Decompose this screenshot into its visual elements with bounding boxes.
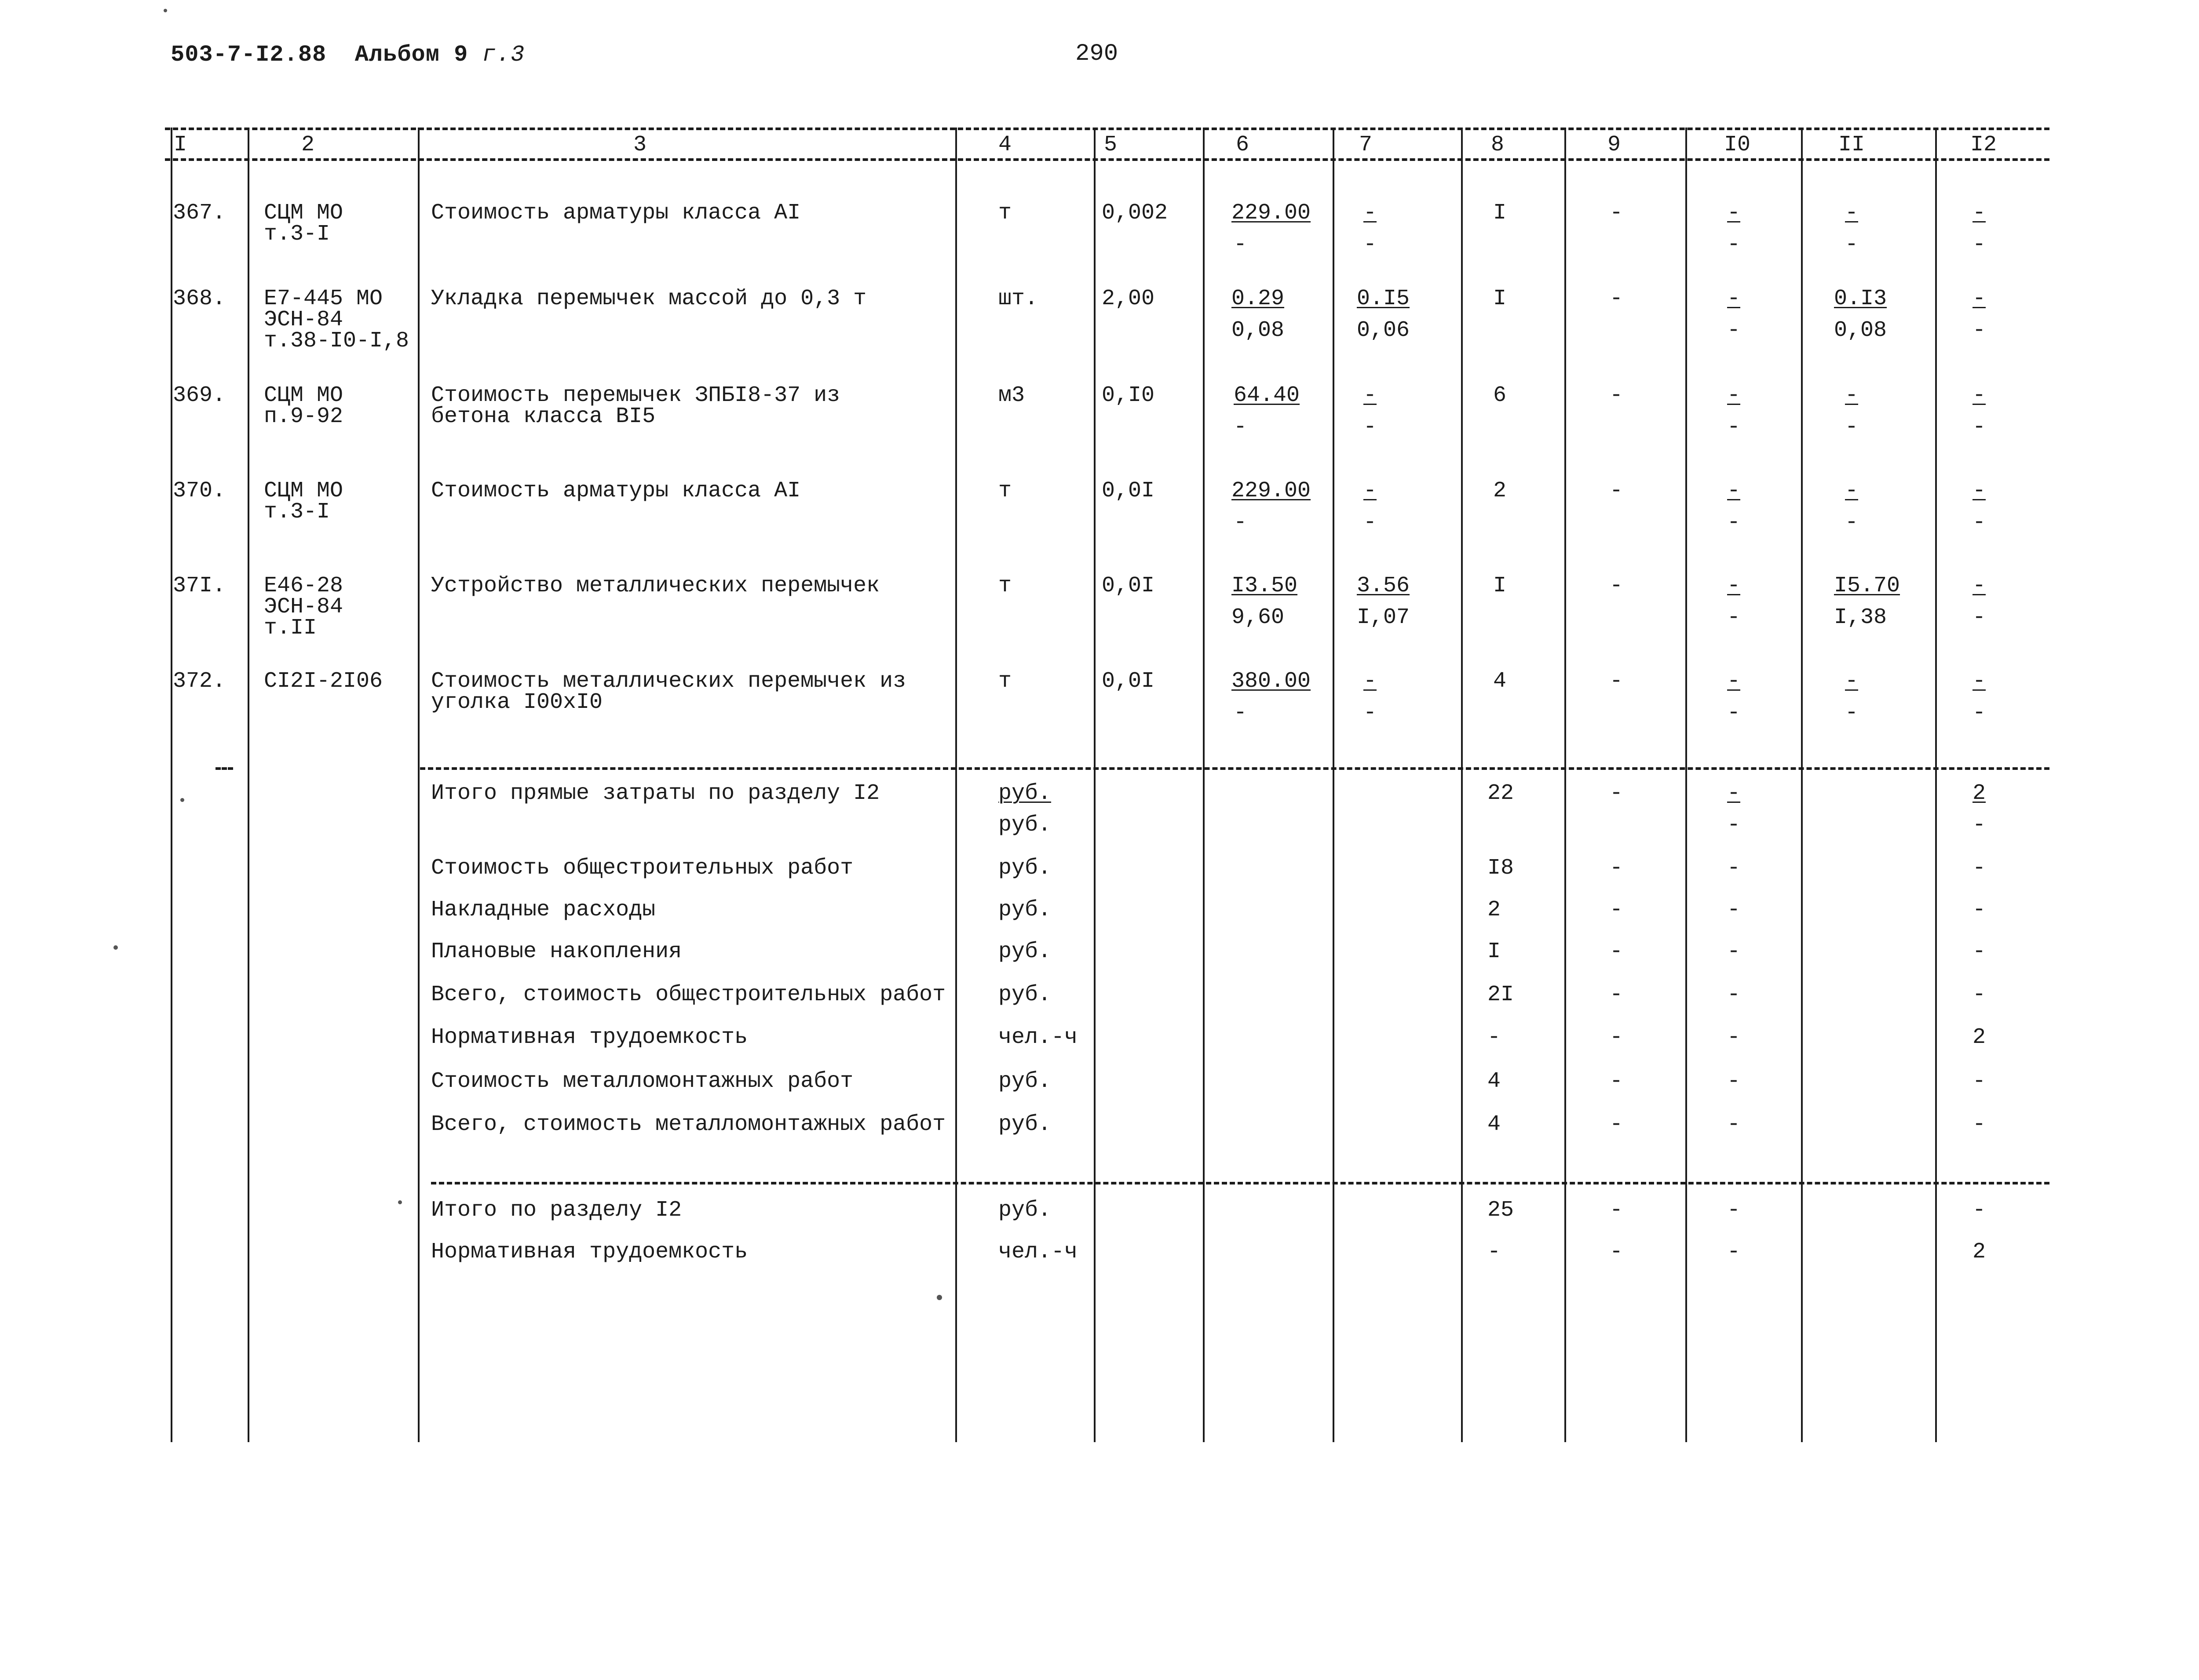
col-line-2 [248, 128, 249, 1442]
row-name: Стоимость перемычек ЗПБI8-37 из [431, 383, 840, 408]
summary-c10: - [1727, 1069, 1741, 1094]
column-header: 4 [998, 132, 1012, 157]
summary-c10: - [1727, 1112, 1741, 1137]
row-code: т.3-I [264, 222, 330, 247]
summary-c12: - [1972, 982, 1986, 1007]
row-number: 37I. [173, 573, 226, 598]
row-c11-top: - [1845, 669, 1859, 694]
column-header: 3 [633, 132, 647, 157]
row-number: 370. [173, 478, 226, 503]
totals-label: Нормативная трудоемкость [431, 1239, 748, 1265]
summary-c10: - [1727, 1025, 1741, 1050]
summary-c8: I [1487, 939, 1501, 964]
row-qty: 0,0I [1102, 669, 1155, 694]
row-c11-top: 0.I3 [1834, 286, 1887, 311]
row-c7-bottom: - [1363, 415, 1377, 440]
table-top-rule [165, 128, 2049, 130]
summary-label: Накладные расходы [431, 897, 656, 922]
row-c11-bottom: I,38 [1834, 605, 1887, 630]
summary-label: Стоимость общестроительных работ [431, 856, 854, 881]
row-c10-top: - [1727, 478, 1741, 503]
summary-c9: - [1609, 1025, 1623, 1050]
summary-c9: - [1609, 781, 1623, 806]
summary-c10: - [1727, 781, 1741, 806]
row-unit: т [998, 669, 1012, 694]
summary-c9: - [1609, 939, 1623, 964]
row-c8: 2 [1493, 478, 1507, 503]
summary-c12: - [1972, 1069, 1986, 1094]
col-line-12 [1935, 128, 1937, 1442]
row-number: 372. [173, 669, 226, 694]
row-name: Устройство металлических перемычек [431, 573, 880, 598]
column-header: 7 [1359, 132, 1373, 157]
col-line-1 [171, 128, 172, 1442]
album-label: Альбом 9 [354, 42, 468, 68]
row-c8: 4 [1493, 669, 1507, 694]
col-line-6 [1203, 128, 1205, 1442]
row-c12-top: - [1972, 286, 1986, 311]
row-c12-top: - [1972, 478, 1986, 503]
row-c9: - [1609, 669, 1623, 694]
totals-c10: - [1727, 1239, 1741, 1265]
row-unit: шт. [998, 286, 1038, 311]
col-line-9 [1564, 128, 1566, 1442]
row-c6-top: 64.40 [1234, 383, 1300, 408]
summary-unit: руб. [998, 813, 1052, 838]
totals-unit: руб. [998, 1198, 1052, 1223]
row-number: 368. [173, 286, 226, 311]
row-c10-bottom: - [1727, 415, 1741, 440]
summary-c8: 2 [1487, 897, 1501, 922]
summary-c9: - [1609, 856, 1623, 881]
row-c10-bottom: - [1727, 510, 1741, 535]
col-line-5 [1094, 128, 1096, 1442]
header-bottom-rule [165, 158, 2049, 161]
summary-unit: руб. [998, 781, 1052, 806]
row-name: уголка I00xI0 [431, 690, 603, 715]
summary-c9: - [1609, 982, 1623, 1007]
row-c12-bottom: - [1972, 415, 1986, 440]
row-code: Е7-445 МО [264, 286, 383, 311]
row-c12-bottom: - [1972, 605, 1986, 630]
document-header [171, 42, 525, 68]
row-name: Стоимость металлических перемычек из [431, 669, 906, 694]
row-unit: т [998, 573, 1012, 598]
row-c9: - [1609, 200, 1623, 226]
row-code: ЭСН-84 [264, 594, 343, 620]
row-c9: - [1609, 478, 1623, 503]
row-c6-top: 229.00 [1231, 478, 1311, 503]
section-rule-1-left [216, 767, 233, 770]
row-code: т.3-I [264, 499, 330, 525]
row-c10-bottom: - [1727, 232, 1741, 257]
summary-c9: - [1609, 897, 1623, 922]
row-c8: I [1493, 286, 1507, 311]
row-c7-bottom: 0,06 [1357, 318, 1410, 343]
column-header: I [173, 132, 187, 157]
row-c6-top: 380.00 [1231, 669, 1311, 694]
row-name: Стоимость арматуры класса AI [431, 200, 801, 226]
row-c10-top: - [1727, 669, 1741, 694]
row-c6-top: 229.00 [1231, 200, 1311, 226]
summary-c10: - [1727, 939, 1741, 964]
col-line-8 [1461, 128, 1463, 1442]
summary-c9: - [1609, 1069, 1623, 1094]
totals-unit: чел.-ч [998, 1239, 1078, 1265]
row-c7-top: 0.I5 [1357, 286, 1410, 311]
row-c11-bottom: 0,08 [1834, 318, 1887, 343]
summary-label: Итого прямые затраты по разделу I2 [431, 781, 880, 806]
doc-code: 503-7-I2.88 [171, 42, 327, 68]
totals-c12: - [1972, 1198, 1986, 1223]
row-c10-top: - [1727, 383, 1741, 408]
scan-speck [164, 9, 167, 12]
album-note: г.3 [482, 42, 525, 68]
row-c12-bottom: - [1972, 700, 1986, 725]
row-qty: 0,0I [1102, 573, 1155, 598]
row-code: CI2I-2I06 [264, 669, 383, 694]
column-header: 2 [301, 132, 315, 157]
row-c9: - [1609, 383, 1623, 408]
row-c7-bottom: - [1363, 510, 1377, 535]
row-c11-bottom: - [1845, 700, 1859, 725]
row-c9: - [1609, 286, 1623, 311]
summary-c12: - [1972, 813, 1986, 838]
row-c11-top: - [1845, 383, 1859, 408]
scan-speck [180, 798, 184, 802]
row-c6-top: 0.29 [1231, 286, 1285, 311]
summary-c10: - [1727, 856, 1741, 881]
summary-unit: руб. [998, 1112, 1052, 1137]
summary-c8: 4 [1487, 1069, 1501, 1094]
summary-c12: - [1972, 939, 1986, 964]
row-number: 369. [173, 383, 226, 408]
row-c11-bottom: - [1845, 232, 1859, 257]
summary-c12: - [1972, 856, 1986, 881]
row-c12-top: - [1972, 200, 1986, 226]
row-unit: т [998, 478, 1012, 503]
summary-c10: - [1727, 897, 1741, 922]
row-c12-bottom: - [1972, 318, 1986, 343]
row-c10-top: - [1727, 573, 1741, 598]
row-code: т.II [264, 616, 317, 641]
row-code: СЦМ МО [264, 383, 343, 408]
summary-unit: руб. [998, 856, 1052, 881]
row-unit: т [998, 200, 1012, 226]
summary-c8: 2I [1487, 982, 1514, 1007]
summary-c8: - [1487, 1025, 1501, 1050]
row-c7-bottom: - [1363, 232, 1377, 257]
column-header: I0 [1724, 132, 1751, 157]
row-c7-top: - [1363, 383, 1377, 408]
summary-unit: руб. [998, 982, 1052, 1007]
row-c11-bottom: - [1845, 415, 1859, 440]
column-header: 8 [1490, 132, 1505, 157]
row-c11-top: I5.70 [1834, 573, 1900, 598]
totals-c9: - [1609, 1239, 1623, 1265]
section-rule-1 [420, 767, 2049, 770]
col-line-11 [1801, 128, 1803, 1442]
row-name: Стоимость арматуры класса AI [431, 478, 801, 503]
row-c7-top: - [1363, 669, 1377, 694]
row-c7-top: 3.56 [1357, 573, 1410, 598]
row-code: т.38-I0-I,8 [264, 328, 409, 353]
summary-label: Всего, стоимость общестроительных работ [431, 982, 946, 1007]
row-c6-bottom: - [1234, 232, 1247, 257]
col-line-10 [1685, 128, 1687, 1442]
row-code: ЭСН-84 [264, 307, 343, 332]
row-qty: 0,0I [1102, 478, 1155, 503]
row-qty: 2,00 [1102, 286, 1155, 311]
row-c6-bottom: 9,60 [1231, 605, 1285, 630]
row-c6-bottom: - [1234, 510, 1247, 535]
row-c10-top: - [1727, 286, 1741, 311]
row-number: 367. [173, 200, 226, 226]
row-name: бетона класса BI5 [431, 404, 656, 429]
scan-speck [937, 1295, 942, 1300]
row-c8: 6 [1493, 383, 1507, 408]
col-line-3 [418, 128, 420, 1442]
row-c10-bottom: - [1727, 318, 1741, 343]
row-c7-top: - [1363, 478, 1377, 503]
row-qty: 0,I0 [1102, 383, 1155, 408]
row-code: Е46-28 [264, 573, 343, 598]
row-c12-top: - [1972, 573, 1986, 598]
summary-c12: 2 [1972, 781, 1986, 806]
summary-c9: - [1609, 1112, 1623, 1137]
summary-label: Нормативная трудоемкость [431, 1025, 748, 1050]
page-number: 290 [1075, 40, 1118, 67]
summary-c12: - [1972, 897, 1986, 922]
summary-label: Всего, стоимость металломонтажных работ [431, 1112, 946, 1137]
row-c12-top: - [1972, 669, 1986, 694]
row-name: Укладка перемычек массой до 0,3 т [431, 286, 867, 311]
row-code: п.9-92 [264, 404, 343, 429]
column-header: I2 [1970, 132, 1997, 157]
scan-speck [398, 1200, 402, 1204]
row-code: СЦМ МО [264, 478, 343, 503]
section-rule-2 [431, 1182, 2049, 1184]
totals-label: Итого по разделу I2 [431, 1198, 682, 1223]
summary-c12: - [1972, 1112, 1986, 1137]
row-c10-top: - [1727, 200, 1741, 226]
summary-unit: чел.-ч [998, 1025, 1078, 1050]
totals-c9: - [1609, 1198, 1623, 1223]
row-c11-top: - [1845, 478, 1859, 503]
totals-c8: 25 [1487, 1198, 1514, 1223]
row-c12-top: - [1972, 383, 1986, 408]
row-c6-bottom: - [1234, 415, 1247, 440]
row-c7-bottom: I,07 [1357, 605, 1410, 630]
scan-speck [113, 945, 118, 950]
row-c10-bottom: - [1727, 605, 1741, 630]
col-line-4 [955, 128, 957, 1442]
totals-c10: - [1727, 1198, 1741, 1223]
summary-c10: - [1727, 982, 1741, 1007]
column-header: 6 [1235, 132, 1249, 157]
row-c12-bottom: - [1972, 232, 1986, 257]
totals-c12: 2 [1972, 1239, 1986, 1265]
row-c8: I [1493, 200, 1507, 226]
col-line-7 [1333, 128, 1334, 1442]
summary-c10: - [1727, 813, 1741, 838]
totals-c8: - [1487, 1239, 1501, 1265]
column-header: 5 [1103, 132, 1118, 157]
row-c8: I [1493, 573, 1507, 598]
summary-c12: 2 [1972, 1025, 1986, 1050]
row-qty: 0,002 [1102, 200, 1168, 226]
row-c11-bottom: - [1845, 510, 1859, 535]
summary-c8: I8 [1487, 856, 1514, 881]
row-code: СЦМ МО [264, 200, 343, 226]
row-c7-bottom: - [1363, 700, 1377, 725]
summary-unit: руб. [998, 1069, 1052, 1094]
row-c10-bottom: - [1727, 700, 1741, 725]
summary-c8: 4 [1487, 1112, 1501, 1137]
row-c12-bottom: - [1972, 510, 1986, 535]
row-c11-top: - [1845, 200, 1859, 226]
summary-unit: руб. [998, 939, 1052, 964]
column-header: II [1838, 132, 1865, 157]
row-c6-top: I3.50 [1231, 573, 1298, 598]
column-header: 9 [1607, 132, 1621, 157]
summary-c8: 22 [1487, 781, 1514, 806]
summary-unit: руб. [998, 897, 1052, 922]
row-c7-top: - [1363, 200, 1377, 226]
row-c9: - [1609, 573, 1623, 598]
row-unit: м3 [998, 383, 1025, 408]
row-c6-bottom: 0,08 [1231, 318, 1285, 343]
summary-label: Плановые накопления [431, 939, 682, 964]
summary-label: Стоимость металломонтажных работ [431, 1069, 854, 1094]
row-c6-bottom: - [1234, 700, 1247, 725]
